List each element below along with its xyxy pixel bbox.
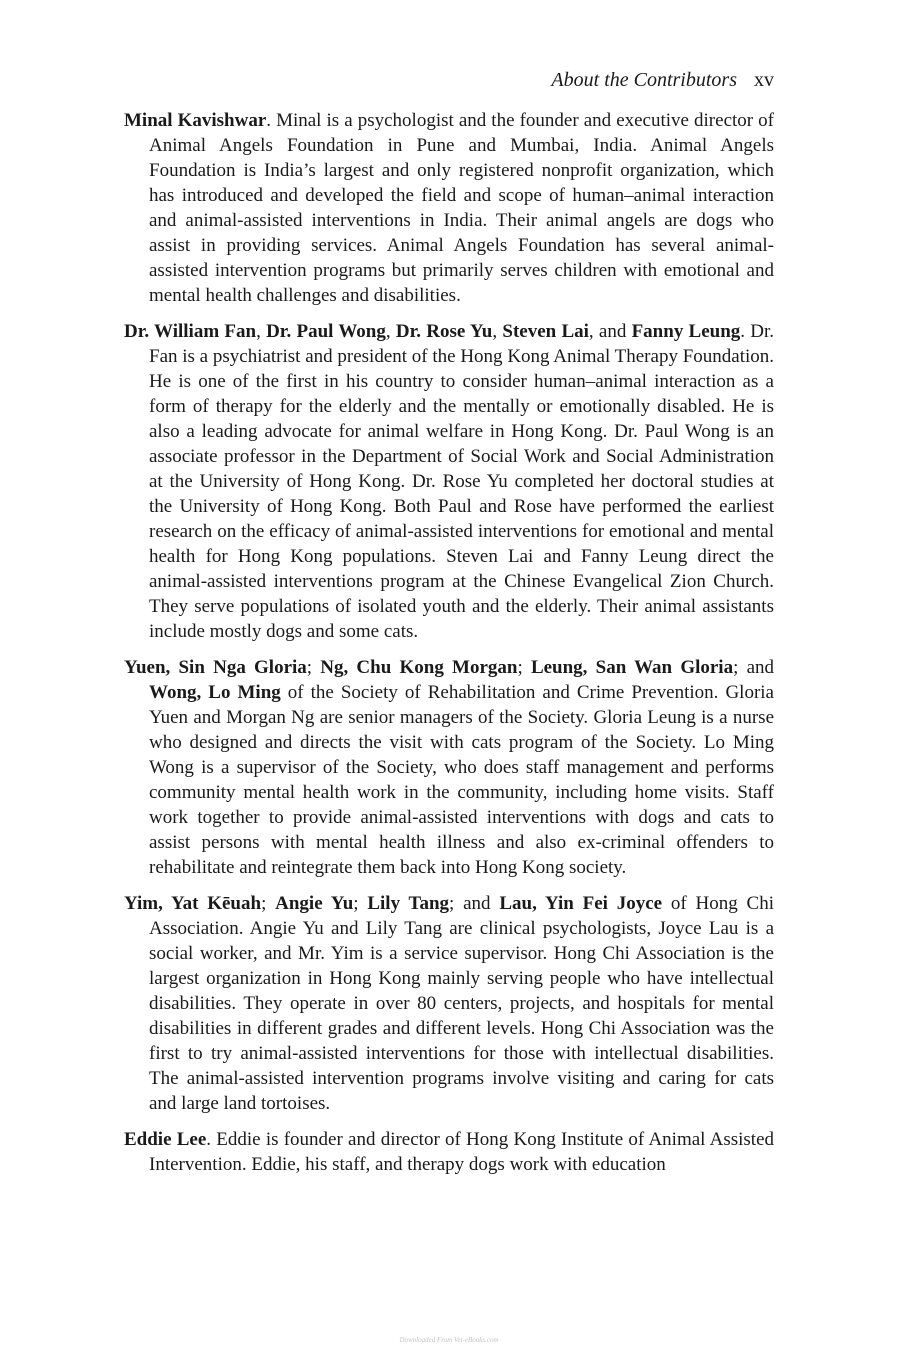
entry-text: , and xyxy=(588,321,632,342)
entry-text: . Minal is a psychologist and the founder and executive director of Animal Angels Foundation in Pune and Mumbai, India. Animal Angels Foundation is India’s largest and only registered nonprofit organization, which has introduced and developed the field and scope of human–animal interaction and animal-assisted interventions in India. Their animal angels are dogs who assist in providing services. Animal Angels Foundation has several animal-assisted intervention programs but primarily serves children with emotional and mental health challenges and disabilities. xyxy=(149,110,774,306)
contributor-name: Lau, Yin Fei Joyce xyxy=(499,893,663,914)
contributor-name: Wong, Lo Ming xyxy=(149,682,281,703)
contributor-entry-yim xyxy=(124,891,774,1116)
contributor-name: Eddie Lee xyxy=(124,1129,207,1150)
entry-text: , xyxy=(492,321,503,342)
entry-text: of Hong Chi Association. Angie Yu and Lily Tang are clinical psychologists, Joyce Lau is a social worker, and Mr. Yim is a service supervisor. Hong Chi Association is the largest organization in Hong Kong mainly serving people who have intellectual disabilities. They operate in over 80 centers, projects, and hospitals for mental disabilities in different grades and different levels. Hong Chi Association was the first to try animal-assisted interventions for those with intellectual disabilities. The animal-assisted intervention programs involve visiting and caring for cats and large land tortoises. xyxy=(149,893,774,1114)
contributor-name: Yuen, Sin Nga Gloria xyxy=(124,657,307,678)
contributor-name: Minal Kavishwar xyxy=(124,110,267,131)
contributor-name: Leung, San Wan Gloria xyxy=(530,657,734,678)
entry-text: ; xyxy=(306,657,321,678)
entry-text: ; xyxy=(261,893,276,914)
contributor-name: Angie Yu xyxy=(275,893,354,914)
contributor-name: Lily Tang xyxy=(367,893,450,914)
entry-text: . Dr. Fan is a psychiatrist and president of the Hong Kong Animal Therapy Foundation. He is one of the first in his country to consider human–animal interaction as a form of therapy for the elderly and the mentally or emotionally disabled. He is also a leading advocate for animal welfare in Hong Kong. Dr. Paul Wong is an associate professor in the Department of Social Work and Social Administration at the University of Hong Kong. Dr. Rose Yu completed her doctoral studies at the University of Hong Kong. Both Paul and Rose have performed the earliest research on the efficacy of animal-assisted interventions for emotional and mental health for Hong Kong populations. Steven Lai and Fanny Leung direct the animal-assisted interventions program at the Chinese Evangelical Zion Church. They serve populations of isolated youth and the elderly. Their animal assistants include mostly dogs and some cats. xyxy=(149,321,775,642)
entry-text: . Eddie is founder and director of Hong Kong Institute of Animal Assisted Intervention. Eddie, his staff, and therapy dogs work with education xyxy=(149,1129,775,1175)
contributors-list xyxy=(124,108,774,1188)
contributor-entry-fan xyxy=(124,319,774,644)
download-watermark: Downloaded From Vet-eBooks.com xyxy=(399,1336,499,1344)
entry-text: of the Society of Rehabilitation and Crime Prevention. Gloria Yuen and Morgan Ng are senior managers of the Society. Gloria Leung is a nurse who designed and directs the visit with cats program of the Society. Lo Ming Wong is a supervisor of the Society, who does staff management and performs community mental health work in the community, including home visits. Staff work together to provide animal-assisted interventions with dogs and cats to assist persons with mental health illness and also ex-criminal offenders to rehabilitate and reintegrate them back into Hong Kong society. xyxy=(149,682,774,878)
entry-text: , xyxy=(256,321,267,342)
contributor-entry-yuen xyxy=(124,655,774,880)
contributor-entry-kavishwar xyxy=(124,108,774,308)
contributor-name: Dr. Paul Wong xyxy=(266,321,386,342)
entry-text: , xyxy=(385,321,396,342)
entry-text: ; and xyxy=(449,893,500,914)
running-head xyxy=(551,66,774,94)
contributor-name: Dr. Rose Yu xyxy=(395,321,493,342)
contributor-name: Steven Lai xyxy=(502,321,589,342)
contributor-entry-lee xyxy=(124,1127,774,1177)
entry-text: ; xyxy=(353,893,368,914)
page-number: xv xyxy=(754,69,774,91)
contributor-name: Dr. William Fan xyxy=(124,321,257,342)
entry-text: ; and xyxy=(733,657,774,678)
contributor-name: Fanny Leung xyxy=(631,321,741,342)
contributor-name: Yim, Yat Kēuah xyxy=(124,893,262,914)
running-head-title: About the Contributors xyxy=(551,69,737,91)
contributor-name: Ng, Chu Kong Morgan xyxy=(320,657,518,678)
entry-text: ; xyxy=(517,657,531,678)
